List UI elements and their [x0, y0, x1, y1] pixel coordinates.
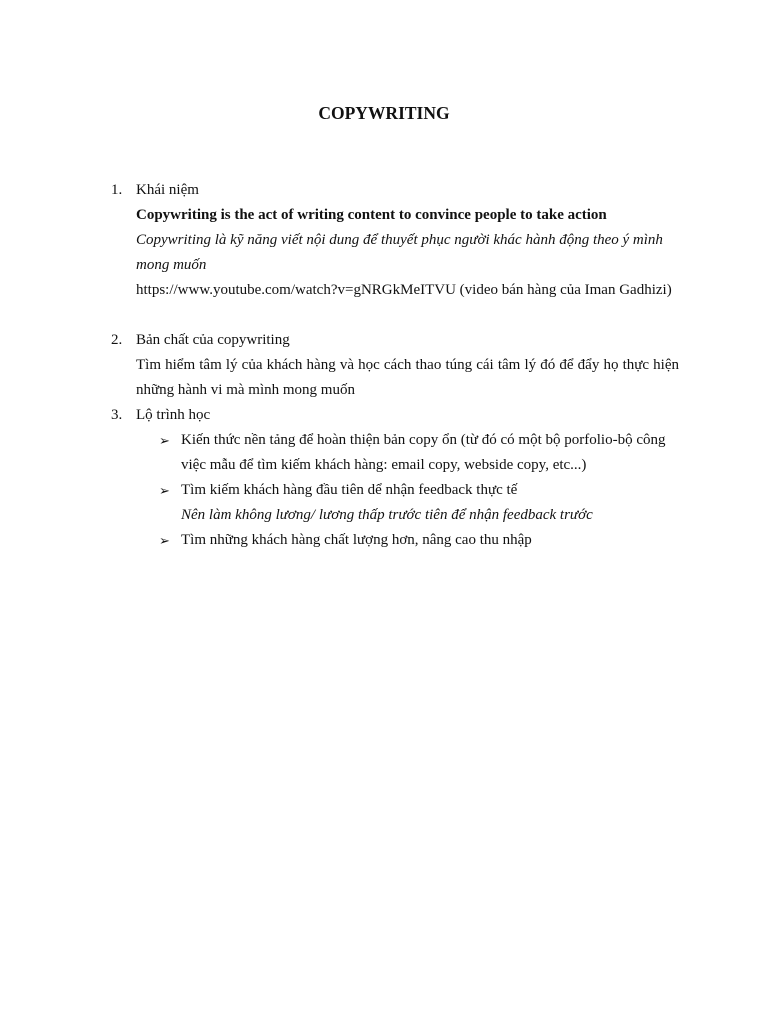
- section-essence: [111, 328, 679, 403]
- arrow-bullet-icon: ➢: [159, 483, 170, 498]
- section-concept: [111, 178, 679, 303]
- list-item-text: Tìm những khách hàng chất lượng hơn, nâng cao thu nhập: [181, 532, 532, 548]
- section-number: 2.: [111, 332, 123, 348]
- arrow-bullet-icon: ➢: [159, 433, 170, 448]
- list-item-text: Kiến thức nền tảng để hoàn thiện bản copy ổn (từ đó có một bộ porfolio-bộ công việc mẫu để tìm kiếm khách hàng: email copy, webside copy, etc...): [181, 432, 666, 473]
- section-heading: Khái niệm: [136, 182, 199, 198]
- list-item: [159, 428, 679, 478]
- list-item-note: Nên làm không lương/ lương thấp trước tiên để nhận feedback trước: [181, 507, 593, 523]
- list-item: [159, 528, 679, 553]
- section-body: Tìm hiểm tâm lý của khách hàng và học cách thao túng cái tâm lý đó để đẩy họ thực hiện những hành vi mà mình mong muốn: [136, 357, 679, 398]
- section-roadmap: [111, 403, 679, 553]
- section-number: 1.: [111, 182, 123, 198]
- definition-vietnamese: Copywriting là kỹ năng viết nội dung để thuyết phục người khác hành động theo ý mình mong muốn: [136, 232, 663, 273]
- definition-english: Copywriting is the act of writing content to convince people to take action: [136, 207, 607, 223]
- section-heading: Bản chất của copywriting: [136, 332, 290, 348]
- list-item-text: Tìm kiếm khách hàng đầu tiên dể nhận feedback thực tế: [181, 482, 518, 498]
- document-title: COPYWRITING: [318, 103, 450, 123]
- list-item: [159, 478, 679, 503]
- section-heading: Lộ trình học: [136, 407, 211, 423]
- arrow-bullet-icon: ➢: [159, 533, 170, 548]
- section-number: 3.: [111, 407, 123, 423]
- youtube-link-text: https://www.youtube.com/watch?v=gNRGkMeITVU (video bán hàng của Iman Gadhizi): [136, 282, 672, 298]
